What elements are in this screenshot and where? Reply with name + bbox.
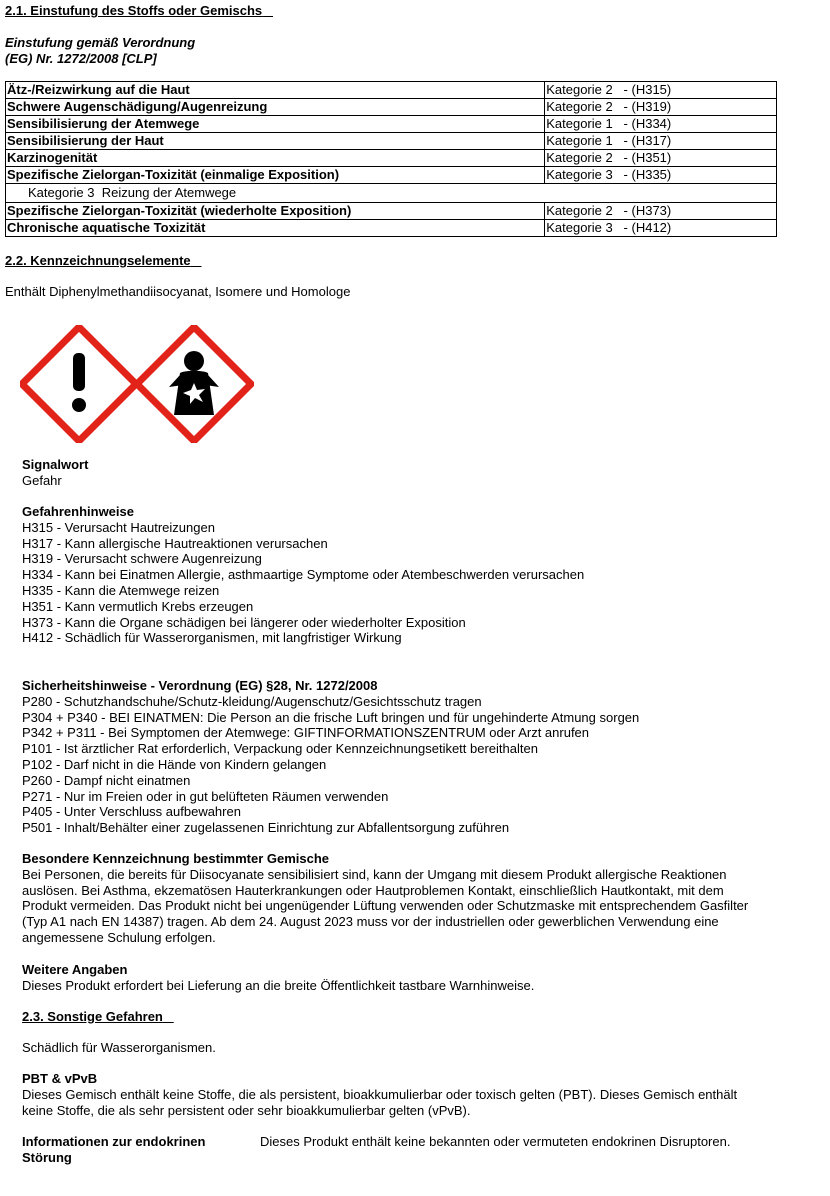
hazard-category: Kategorie 1 - (H317) bbox=[545, 133, 777, 150]
contains-text: Enthält Diphenylmethandiisocyanat, Isomere und Homologe bbox=[5, 284, 351, 299]
hazard-class: Spezifische Zielorgan-Toxizität (wiederholte Exposition) bbox=[6, 203, 545, 220]
section-2-1-heading: 2.1. Einstufung des Stoffs oder Gemischs bbox=[5, 3, 263, 18]
endocrine-label bbox=[22, 1134, 205, 1166]
hazard-class: Ätz-/Reizwirkung auf die Haut bbox=[6, 82, 545, 99]
special-labelling-line: angemessene Schulung erfolgen. bbox=[22, 929, 216, 945]
other-hazards-text: Schädlich für Wasserorganismen. bbox=[22, 1040, 216, 1055]
precautionary-statement: P405 - Unter Verschluss aufbewahren bbox=[22, 804, 241, 820]
pictograms bbox=[20, 325, 254, 443]
endocrine-label-line-1: Informationen zur endokrinen bbox=[22, 1134, 206, 1149]
precautionary-label: Sicherheitshinweise - Verordnung (EG) §28, Nr. 1272/2008 bbox=[22, 678, 378, 693]
further-info-block bbox=[22, 962, 802, 994]
pbt-label: PBT & vPvB bbox=[22, 1071, 98, 1086]
precautionary-statement: P304 + P340 - BEI EINATMEN: Die Person an die frische Luft bringen und für ungehinderte Atmung sorgen bbox=[22, 709, 640, 725]
precautionary-statement: P101 - Ist ärztlicher Rat erforderlich, Verpackung oder Kennzeichnungsetikett bereithalten bbox=[22, 741, 538, 757]
endocrine-label-line-2: Störung bbox=[22, 1149, 72, 1165]
further-info-label: Weitere Angaben bbox=[22, 962, 128, 977]
hazard-statement: H317 - Kann allergische Hautreaktionen verursachen bbox=[22, 535, 328, 551]
hazard-statement: H319 - Verursacht schwere Augenreizung bbox=[22, 551, 262, 567]
hazard-class: Schwere Augenschädigung/Augenreizung bbox=[6, 99, 545, 116]
hazard-category: Kategorie 1 - (H334) bbox=[545, 116, 777, 133]
hazard-statement: H373 - Kann die Organe schädigen bei längerer oder wiederholter Exposition bbox=[22, 614, 466, 630]
exclamation-mark-icon bbox=[22, 327, 136, 441]
classification-table bbox=[5, 81, 777, 237]
regulation-line-2: (EG) Nr. 1272/2008 [CLP] bbox=[5, 50, 157, 66]
table-row bbox=[6, 167, 777, 184]
section-2-3-heading: 2.3. Sonstige Gefahren bbox=[22, 1009, 163, 1024]
special-labelling-line: (Typ A1 nach EN 14387) tragen. Ab dem 24. August 2023 muss vor der industriellen oder gewerblichen Verwendung eine bbox=[22, 914, 719, 930]
hazard-statement: H351 - Kann vermutlich Krebs erzeugen bbox=[22, 598, 254, 614]
hazard-statement: H334 - Kann bei Einatmen Allergie, asthmaartige Symptome oder Atembeschwerden verursachen bbox=[22, 567, 585, 583]
precautionary-statements-block bbox=[22, 678, 802, 836]
table-row bbox=[6, 133, 777, 150]
precautionary-statement: P102 - Darf nicht in die Hände von Kindern gelangen bbox=[22, 756, 327, 772]
endocrine-text: Dieses Produkt enthält keine bekannten oder vermuteten endokrinen Disruptoren. bbox=[260, 1134, 731, 1149]
table-row bbox=[6, 116, 777, 133]
precautionary-statement: P260 - Dampf nicht einatmen bbox=[22, 772, 191, 788]
sub-category-cell bbox=[6, 184, 777, 203]
hazard-statements-label: Gefahrenhinweise bbox=[22, 504, 134, 519]
regulation-label bbox=[5, 35, 195, 67]
hazard-category: Kategorie 2 - (H351) bbox=[545, 150, 777, 167]
hazard-class: Chronische aquatische Toxizität bbox=[6, 220, 545, 237]
table-row bbox=[6, 82, 777, 99]
special-labelling-label: Besondere Kennzeichnung bestimmter Gemische bbox=[22, 851, 330, 866]
section-2-2-heading: 2.2. Kennzeichnungselemente bbox=[5, 253, 191, 268]
hazard-category: Kategorie 3 - (H335) bbox=[545, 167, 777, 184]
hazard-statement: H315 - Verursacht Hautreizungen bbox=[22, 519, 215, 535]
precautionary-statement: P271 - Nur im Freien oder in gut belüfteten Räumen verwenden bbox=[22, 788, 389, 804]
regulation-line-1: Einstufung gemäß Verordnung bbox=[5, 35, 196, 50]
hazard-statement: H335 - Kann die Atemwege reizen bbox=[22, 582, 220, 598]
hazard-statements-block bbox=[22, 504, 802, 646]
health-hazard-icon bbox=[137, 327, 251, 441]
pbt-line: keine Stoffe, die als sehr persistent oder sehr bioakkumulierbar gelten (vPvB). bbox=[22, 1102, 471, 1118]
table-subrow bbox=[6, 184, 777, 203]
hazard-category: Kategorie 2 - (H319) bbox=[545, 99, 777, 116]
sub-category-text: Reizung der Atemwege bbox=[101, 185, 237, 200]
special-labelling-block bbox=[22, 851, 802, 946]
signal-word-label: Signalwort bbox=[22, 457, 89, 472]
table-row bbox=[6, 220, 777, 237]
hazard-class: Sensibilisierung der Haut bbox=[6, 133, 545, 150]
further-info-text: Dieses Produkt erfordert bei Lieferung an die breite Öffentlichkeit tastbare Warnhinweise. bbox=[22, 977, 535, 993]
hazard-category: Kategorie 3 - (H412) bbox=[545, 220, 777, 237]
table-row bbox=[6, 150, 777, 167]
sub-category: Kategorie 3 bbox=[28, 185, 95, 200]
precautionary-statement: P501 - Inhalt/Behälter einer zugelassenen Einrichtung zur Abfallentsorgung zuführen bbox=[22, 820, 510, 836]
hazard-statement: H412 - Schädlich für Wasserorganismen, mit langfristiger Wirkung bbox=[22, 630, 402, 646]
precautionary-statement: P342 + P311 - Bei Symptomen der Atemwege: GIFTINFORMATIONSZENTRUM oder Arzt anrufen bbox=[22, 725, 590, 741]
hazard-class: Sensibilisierung der Atemwege bbox=[6, 116, 545, 133]
pbt-line: Dieses Gemisch enthält keine Stoffe, die als persistent, bioakkumulierbar oder toxisch gelten (PBT). Dieses Gemisch enthält bbox=[22, 1086, 738, 1102]
table-row bbox=[6, 203, 777, 220]
special-labelling-line: auslösen. Bei Asthma, ekzematösen Hauterkrankungen oder Hautproblemen Kontakt, einschließlich Hautkontakt, mit dem bbox=[22, 882, 724, 898]
hazard-category: Kategorie 2 - (H315) bbox=[545, 82, 777, 99]
precautionary-statement: P280 - Schutzhandschuhe/Schutz-kleidung/Augenschutz/Gesichtsschutz tragen bbox=[22, 693, 482, 709]
pbt-block bbox=[22, 1071, 802, 1118]
hazard-class: Spezifische Zielorgan-Toxizität (einmalige Exposition) bbox=[6, 167, 545, 184]
signal-word: Gefahr bbox=[22, 472, 62, 488]
special-labelling-line: Bei Personen, die bereits für Diisocyanate sensibilisiert sind, kann der Umgang mit diesem Produkt allergische Reaktionen bbox=[22, 866, 727, 882]
signal-word-block bbox=[22, 457, 802, 489]
special-labelling-line: Produkt vermeiden. Das Produkt nicht bei ungenügender Lüftung verwenden oder Schutzmaske mit entsprechendem Gasfilter bbox=[22, 898, 749, 914]
hazard-class: Karzinogenität bbox=[6, 150, 545, 167]
table-row bbox=[6, 99, 777, 116]
hazard-category: Kategorie 2 - (H373) bbox=[545, 203, 777, 220]
